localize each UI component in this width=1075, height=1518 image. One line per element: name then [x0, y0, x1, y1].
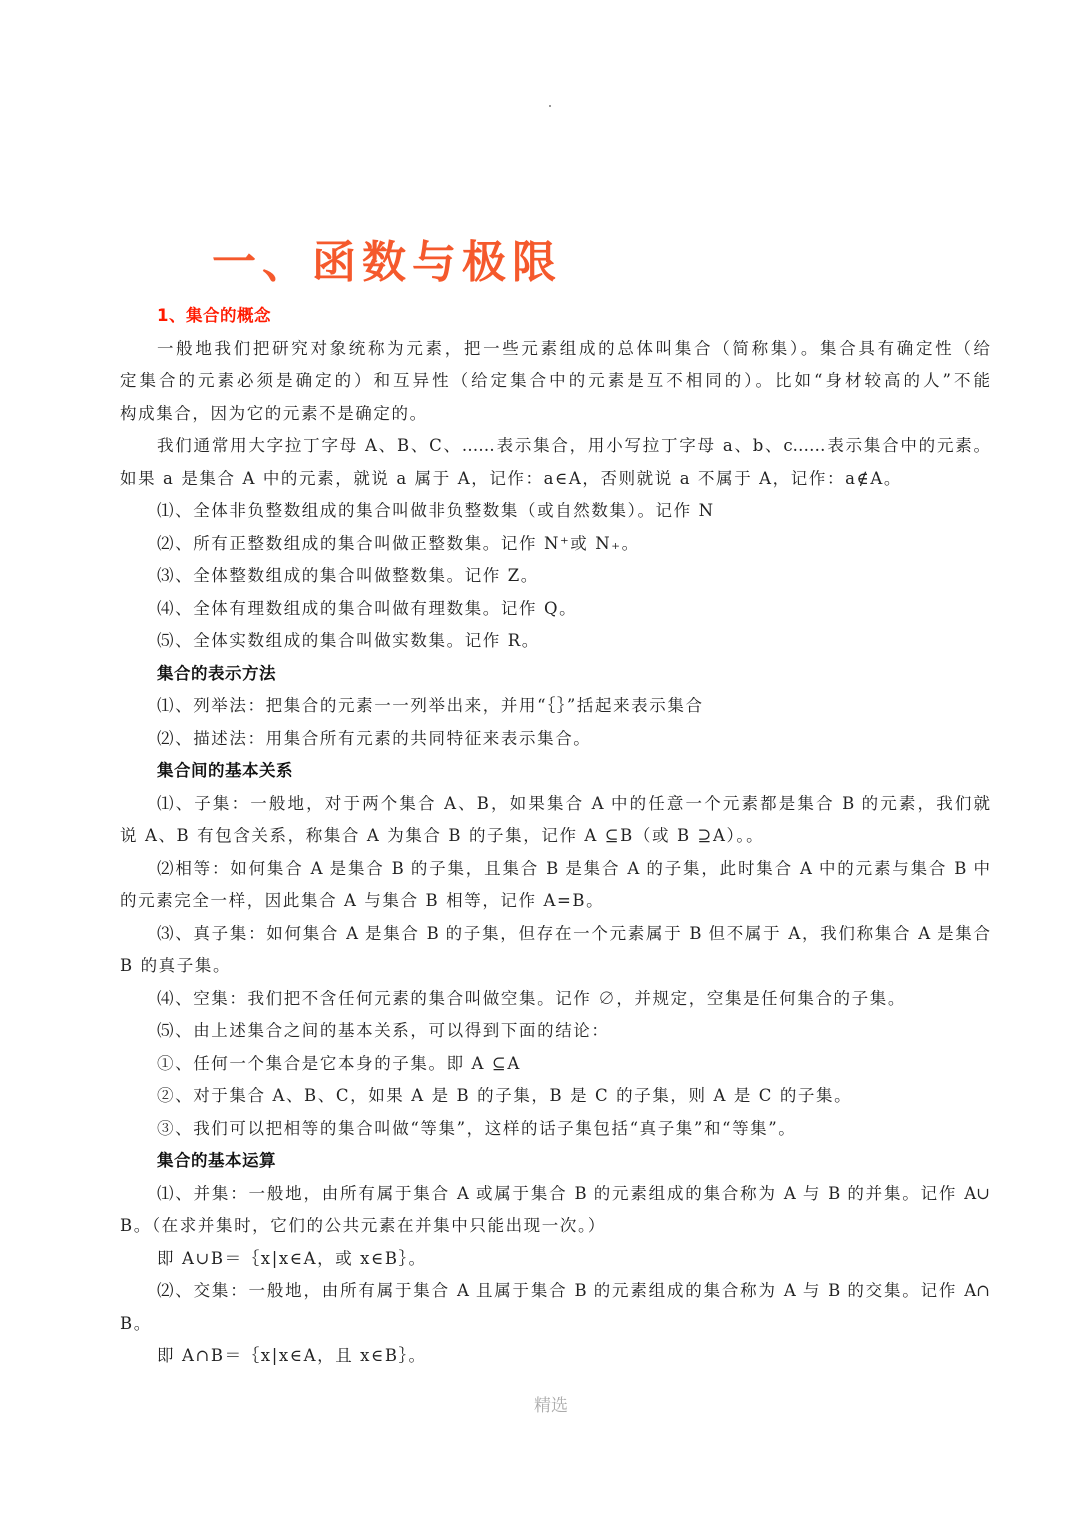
paragraph-line: ⑴、全体非负整数组成的集合叫做非负整数集（或自然数集）。记作 N: [157, 501, 715, 520]
paragraph-line: ⑶、真子集：如何集合 A 是集合 B 的子集，但存在一个元素属于 B 但不属于 A，我们称集合 A 是集合: [157, 923, 990, 943]
paragraph-line: ⑵、交集：一般地，由所有属于集合 A 且属于集合 B 的元素组成的集合称为 A 与 B 的交集。记作 A∩: [157, 1281, 990, 1300]
paragraph-line: 定集合的元素必须是确定的）和互异性（给定集合中的元素是互不相同的）。比如“身材较高的人”不能: [120, 371, 990, 390]
paragraph-line: ⑸、全体实数组成的集合叫做实数集。记作 R。: [157, 631, 540, 650]
section-heading: 集合的表示方法: [157, 663, 276, 683]
paragraph-line: 我们通常用大字拉丁字母 A、B、C、……表示集合，用小写拉丁字母 a、b、c……表示集合中的元素。: [157, 436, 990, 455]
paragraph-line: ⑵相等：如何集合 A 是集合 B 的子集，且集合 B 是集合 A 的子集，此时集合 A 中的元素与集合 B 中: [157, 858, 990, 878]
paragraph-line: ①、任何一个集合是它本身的子集。即 A ⊆A: [157, 1053, 521, 1073]
paragraph-line: ②、对于集合 A、B、C，如果 A 是 B 的子集，B 是 C 的子集，则 A 是 C 的子集。: [157, 1086, 853, 1105]
paragraph-line: 即 A∩B＝｛x|x∈A，且 x∈B｝。: [157, 1346, 427, 1365]
paragraph-line: 说 A、B 有包含关系，称集合 A 为集合 B 的子集，记作 A ⊆B（或 B ⊇A）。。: [120, 826, 765, 845]
section-heading: 集合的基本运算: [157, 1151, 276, 1170]
paragraph-line: ⑴、子集：一般地，对于两个集合 A、B，如果集合 A 中的任意一个元素都是集合 B 的元素，我们就: [157, 793, 990, 813]
paragraph-line: 的元素完全一样，因此集合 A 与集合 B 相等，记作 A=B。: [120, 891, 605, 910]
paragraph-line: 一般地我们把研究对象统称为元素，把一些元素组成的总体叫集合（简称集）。集合具有确定性（给: [157, 338, 990, 358]
paragraph-line: ⑵、描述法：用集合所有元素的共同特征来表示集合。: [157, 728, 592, 748]
paragraph-line: ③、我们可以把相等的集合叫做“等集”，这样的话子集包括“真子集”和“等集”。: [157, 1118, 797, 1138]
paragraph-line: 即 A∪B＝｛x|x∈A，或 x∈B｝。: [157, 1248, 427, 1268]
paragraph-line: 构成集合，因为它的元素不是确定的。: [120, 403, 428, 423]
paragraph-line: ⑷、全体有理数组成的集合叫做有理数集。记作 Q。: [157, 598, 578, 618]
paragraph-line: B。（在求并集时，它们的公共元素在并集中只能出现一次。）: [120, 1216, 606, 1235]
paragraph-line: 如果 a 是集合 A 中的元素，就说 a 属于 A，记作：a∈A，否则就说 a 不属于 A，记作：a∉A。: [120, 468, 902, 488]
page-footer: 精选: [534, 1396, 568, 1416]
page-mark: [549, 105, 551, 107]
paragraph-line: ⑸、由上述集合之间的基本关系，可以得到下面的结论：: [157, 1021, 610, 1040]
section-heading: 集合间的基本关系: [157, 761, 293, 780]
paragraph-line: ⑴、并集：一般地，由所有属于集合 A 或属于集合 B 的元素组成的集合称为 A 与 B 的并集。记作 A∪: [157, 1183, 990, 1203]
section-heading: 1、集合的概念: [157, 306, 271, 325]
paragraph-line: ⑷、空集：我们把不含任何元素的集合叫做空集。记作 ∅，并规定，空集是任何集合的子集。: [157, 988, 906, 1008]
paragraph-line: B 的真子集。: [120, 956, 232, 975]
chapter-title: 一、函数与极限: [212, 237, 562, 288]
paragraph-line: ⑵、所有正整数组成的集合叫做正整数集。记作 N⁺或 N₊。: [157, 533, 640, 553]
paragraph-line: B。: [120, 1313, 152, 1333]
paragraph-line: ⑶、全体整数组成的集合叫做整数集。记作 Z。: [157, 566, 539, 585]
paragraph-line: ⑴、列举法：把集合的元素一一列举出来，并用“｛｝”括起来表示集合: [157, 696, 704, 715]
